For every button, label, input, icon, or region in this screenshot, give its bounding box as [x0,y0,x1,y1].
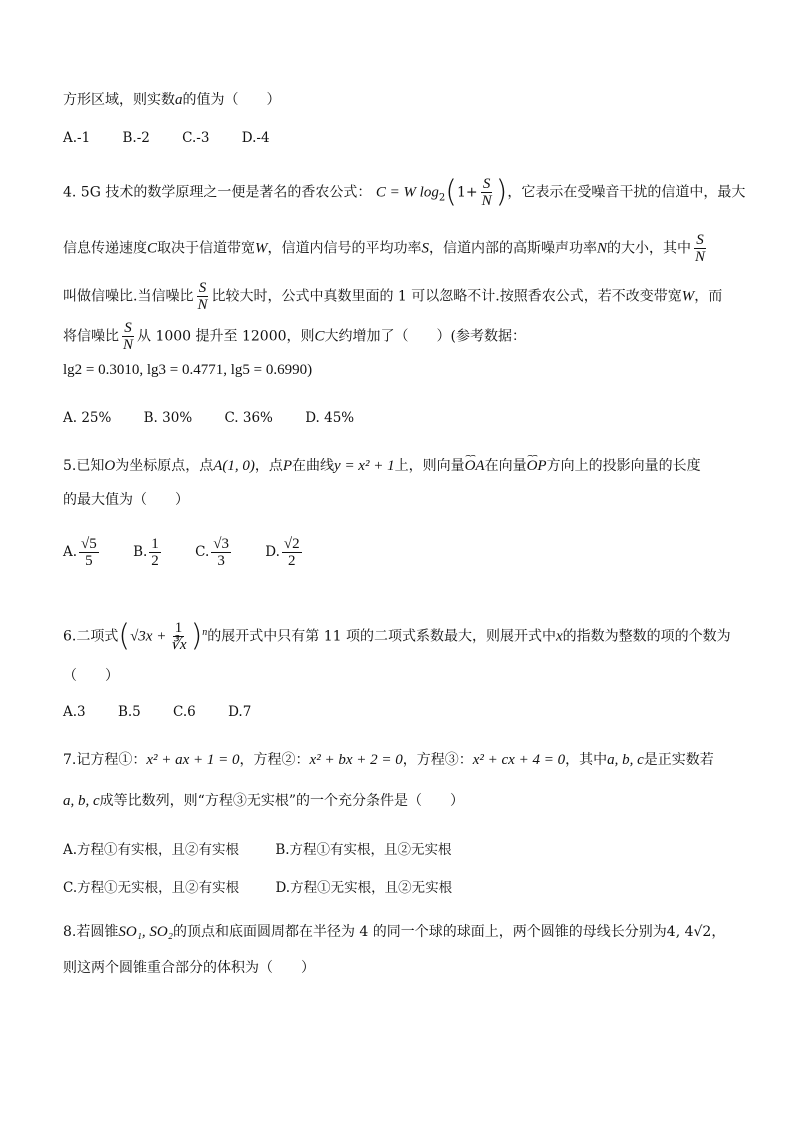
q5-option-b [133,536,163,569]
intro-option-d: D.-4 [241,130,270,146]
q4-option-b: B. 30% [143,410,193,426]
q4-l4b: 从 1000 提升至 12000，则 [137,328,315,345]
q4-paren-left: ( [445,174,457,210]
intro-option-c: C.-3 [182,130,210,146]
q5-option-c-label: C. [195,544,210,560]
q6-term1: √3x + [130,628,167,645]
q5-l1a: 5.已知 [63,458,105,474]
q6-l1b: 的展开式中只有第 11 项的二项式系数最大，则展开式中 [207,628,556,645]
q5-option-c-num: √3 [213,536,229,552]
q6-line1 [63,620,731,653]
intro-option-b: B.-2 [122,130,150,146]
q5-option-a [63,536,101,569]
q5-option-c-den: 3 [217,553,225,569]
q5-option-d-label: D. [265,544,280,560]
q6-option-d: D.7 [228,704,252,720]
q4-l2e: 的大小，其中 [607,240,692,257]
q5-option-b-label: B. [133,544,148,560]
q8-l2: 则这两个圆锥重合部分的体积为（ ） [63,960,315,976]
intro-tail: 的值为（ ） [182,92,281,108]
q4-l4-c: C [314,328,325,345]
q5-option-b-den: 2 [151,553,159,569]
q6-l1a: 6.二项式 [63,628,119,645]
q7-line1 [63,750,714,770]
q5-line1 [63,456,701,476]
q5-curve: y = x² + 1 [334,458,395,474]
q4-option-c: C. 36% [224,410,273,426]
q6-frac-den: ∛x [170,637,187,653]
q5-vector-op: ⌢⌢ OP [527,456,547,476]
q6-options [63,704,279,720]
q4-option-a: A. 25% [63,410,112,426]
q4-snr-frac-2 [195,280,209,313]
q8-l1c: ， [711,924,726,940]
q4-line1 [63,176,745,209]
q4-snr1-den: N [695,249,706,265]
q6-x: x [556,628,563,645]
q5-option-a-frac [79,536,99,569]
intro-text: 方形区域，则实数 [63,92,175,108]
q5-l2: 的最大值为（ ） [63,492,189,508]
q5-options [63,536,332,569]
q4-text-b: ，它表示在受噪音干扰的信道中，最大 [507,184,746,201]
q7-option-b: B.方程①有实根，且②无实根 [275,842,452,858]
q7-abc: a, b, c [607,752,644,768]
intro-option-a: A.-1 [63,130,91,146]
q6-l2: （ ） [63,668,119,684]
q7-l1e: 是正实数若 [643,752,714,768]
q7-option-a: A.方程①有实根，且②有实根 [63,842,240,858]
q7-l1c: ，方程③： [402,752,473,768]
q6-frac [168,620,188,653]
q4-formula-frac [480,176,494,209]
q6-paren-right: ) [190,618,203,654]
q5-option-c [195,536,233,569]
q7-options-row2 [63,876,480,896]
q4-frac-den: N [481,193,492,209]
q4-text: 4. 5G 技术的数学原理之一便是著名的香农公式： [63,184,372,201]
intro-line [63,90,281,110]
q4-snr-frac-1 [693,232,707,265]
q4-reference-data [63,360,312,380]
q4-l4a: 将信噪比 [63,328,119,345]
q4-var-n: N [597,240,608,257]
q6-frac-num: 1 [174,620,183,636]
q5-option-a-label: A. [63,544,78,560]
q4-options [63,410,382,426]
q5-l1d: 在曲线 [292,458,335,474]
q4-l4c: 大约增加了（ ）(参考数据： [324,328,527,345]
q4-snr3-num: S [124,320,132,336]
q5-option-a-num: √5 [81,536,97,552]
q4-l2c: ，信道内信号的平均功率 [267,240,422,257]
q4-l3a: 叫做信噪比.当信噪比 [63,288,194,305]
q7-l2a: a, b, c [63,793,100,809]
q5-option-d-den: 2 [288,553,296,569]
q6-paren-left: ( [118,618,131,654]
intro-var: a [175,92,183,108]
q4-l3b: 比较大时，公式中真数里面的 1 可以忽略不计.按照香农公式，若不改变带宽 [211,288,682,305]
q4-l2b: 取决于信道带宽 [157,240,256,257]
q5-option-c-frac [211,536,231,569]
q6-option-a: A.3 [63,704,86,720]
intro-options [63,130,298,146]
q5-option-d-num: √2 [283,536,300,552]
q7-line2 [63,791,464,811]
q7-l2b: 成等比数列，则“方程③无实根”的一个充分条件是（ ） [99,793,464,809]
q7-eq1: x² + ax + 1 = 0 [146,752,240,768]
q7-option-d: D.方程①无实根，且②无实根 [275,880,453,896]
q7-options-row1 [63,838,480,858]
q4-option-d: D. 45% [305,410,355,426]
q4-frac-num: S [482,176,491,192]
q6-line2 [63,666,119,686]
q4-l2d: ，信道内部的高斯噪声功率 [429,240,598,257]
q6-option-b: B.5 [117,704,141,720]
q5-l1g: 方向上的投影向量的长度 [546,458,701,474]
q8-line2 [63,958,315,978]
q5-line2 [63,490,189,510]
q4-l3-w: W [681,288,695,305]
q8-l1b: 的顶点和底面圆周都在半径为 4 的同一个球的球面上，两个圆锥的母线长分别为 [172,924,667,940]
q4-line3 [63,280,722,313]
q7-eq3: x² + cx + 4 = 0 [472,752,566,768]
q7-l1b: ，方程②： [239,752,310,768]
q5-option-a-den: 5 [85,553,93,569]
q4-snr1-num: S [696,232,704,248]
q4-snr2-num: S [198,280,207,296]
q5-point-p: P [282,458,293,474]
q8-line1 [63,922,725,942]
q4-l5: lg2 = 0.3010, lg3 = 0.4771, lg5 = 0.6990) [63,362,313,378]
q7-l1d: ，其中 [565,752,608,768]
q5-option-d [265,536,303,569]
q5-l1f: 在向量 [484,458,527,474]
q7-eq2: x² + bx + 2 = 0 [309,752,403,768]
q6-option-c: C.6 [173,704,196,720]
q8-lens: 4, 4√2 [666,924,712,940]
q4-formula-sub: 2 [438,192,446,204]
q8-l1a: 8.若圆锥 [63,924,119,940]
q4-snr3-den: N [123,337,134,353]
q4-l2a: 信息传递速度 [63,240,147,257]
q4-var-s: S [421,240,430,257]
q4-var-c: C [147,240,158,257]
q4-line2 [63,232,709,265]
q5-option-b-num: 1 [151,536,159,552]
q8-cones: SO₁, SO₂ [118,924,173,940]
q5-vector-oa: ⌢⌢ OA [465,456,485,476]
q4-var-w: W [255,240,268,257]
q6-exp: n [202,626,208,638]
q4-line4 [63,320,526,353]
q4-snr2-den: N [197,297,208,313]
q4-formula-one-plus: 1+ [456,184,478,201]
q7-option-c: C.方程①无实根，且②有实根 [63,880,240,896]
q5-option-d-frac [282,536,302,569]
q6-l1c: 的指数为整数的项的个数为 [562,628,731,645]
q5-option-b-frac [149,536,161,569]
q5-point-a: A(1, 0) [213,458,255,474]
q4-paren-right: ) [495,174,508,210]
q5-origin: O [104,458,116,474]
q4-snr-frac-3 [121,320,135,353]
q4-formula: C = W log [375,184,439,201]
q4-l3c: ，而 [694,288,723,305]
q5-l1c: ，点 [254,458,283,474]
q5-l1b: 为坐标原点，点 [115,458,214,474]
q7-l1a: 7.记方程①： [63,752,147,768]
q5-l1e: 上，则向量 [394,458,465,474]
